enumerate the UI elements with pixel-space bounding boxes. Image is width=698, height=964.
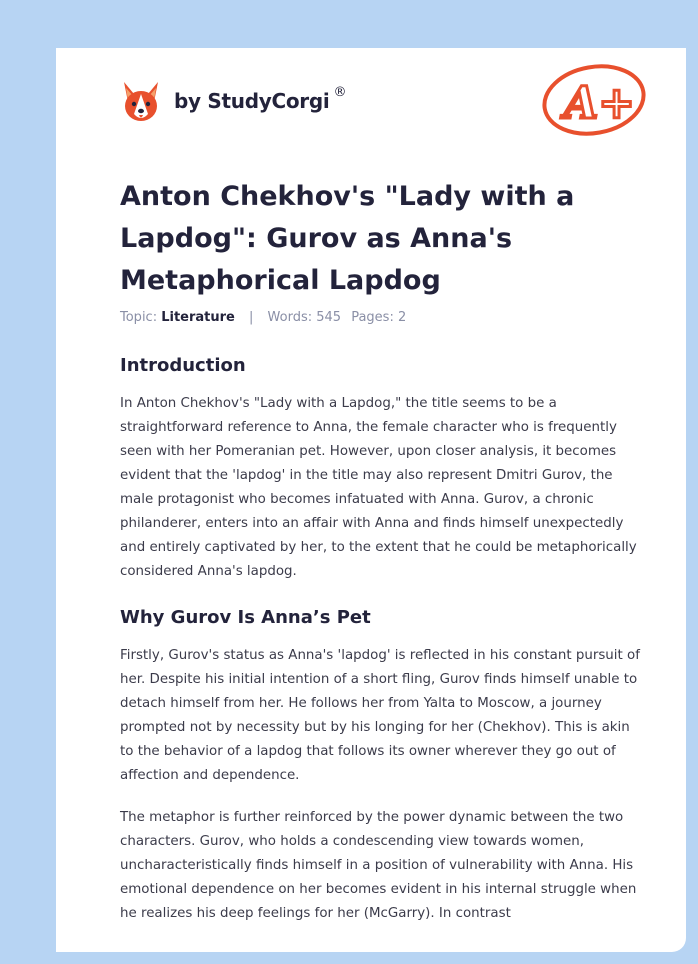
paragraph-why-1: Firstly, Gurov's status as Anna's 'lapdog' is reflected in his constant pursuit of her. Despite his initial intention of a short fling, Gurov finds himself unable to detach himself from her. He follows her from Yalta to Moscow, a journey prompted not by necessity but by his longing for her (Chekhov). This is akin to the behavior of a lapdog that follows its owner wherever they go out of affection and dependence. [120, 648, 640, 783]
paragraph-why-2: The metaphor is further reinforced by the power dynamic between the two characters. Gurov, who holds a condescending view towards women, uncharacteristically finds himself in a position of vulnerability with Anna. His emotional dependence on her becomes evident in his internal struggle when he realizes his deep feelings for her (McGarry). In contrast [120, 810, 637, 921]
essay-title: Anton Chekhov's "Lady with a Lapdog": Gurov as Anna's Metaphorical Lapdog [120, 181, 575, 296]
page-count: Pages: 2 [351, 310, 407, 325]
paragraph-introduction: In Anton Chekhov's "Lady with a Lapdog," the title seems to be a straightforward reference to Anna, the female character who is frequently seen with her Pomeranian pet. However, upon closer analysis, it becomes evident that the 'lapdog' in the title may also represent Dmitri Gurov, the male protagonist who becomes infatuated with Anna. Gurov, a chronic philanderer, enters into an affair with Anna and finds himself unexpectedly and entirely captivated by her, to the extent that he could be metaphorically considered Anna's lapdog. [120, 396, 637, 579]
brand-logo[interactable] [120, 76, 346, 126]
grade-text: A+ [564, 78, 636, 129]
registered-mark: ® [333, 85, 347, 101]
grade-badge [538, 60, 648, 144]
topic-link[interactable]: Literature [161, 310, 235, 325]
topic-label: Topic: [120, 310, 158, 325]
essay-meta [120, 310, 406, 325]
section-heading-introduction: Introduction [120, 355, 246, 376]
document-page [56, 48, 686, 952]
a-plus-grade-icon [538, 60, 648, 140]
meta-separator: | [249, 310, 254, 325]
brand-name: by StudyCorgi ® [174, 85, 347, 113]
word-count: Words: 545 [267, 310, 342, 325]
corgi-logo-icon [120, 78, 162, 124]
section-heading-why-gurov: Why Gurov Is Anna’s Pet [120, 607, 371, 628]
essay-body [120, 348, 640, 926]
